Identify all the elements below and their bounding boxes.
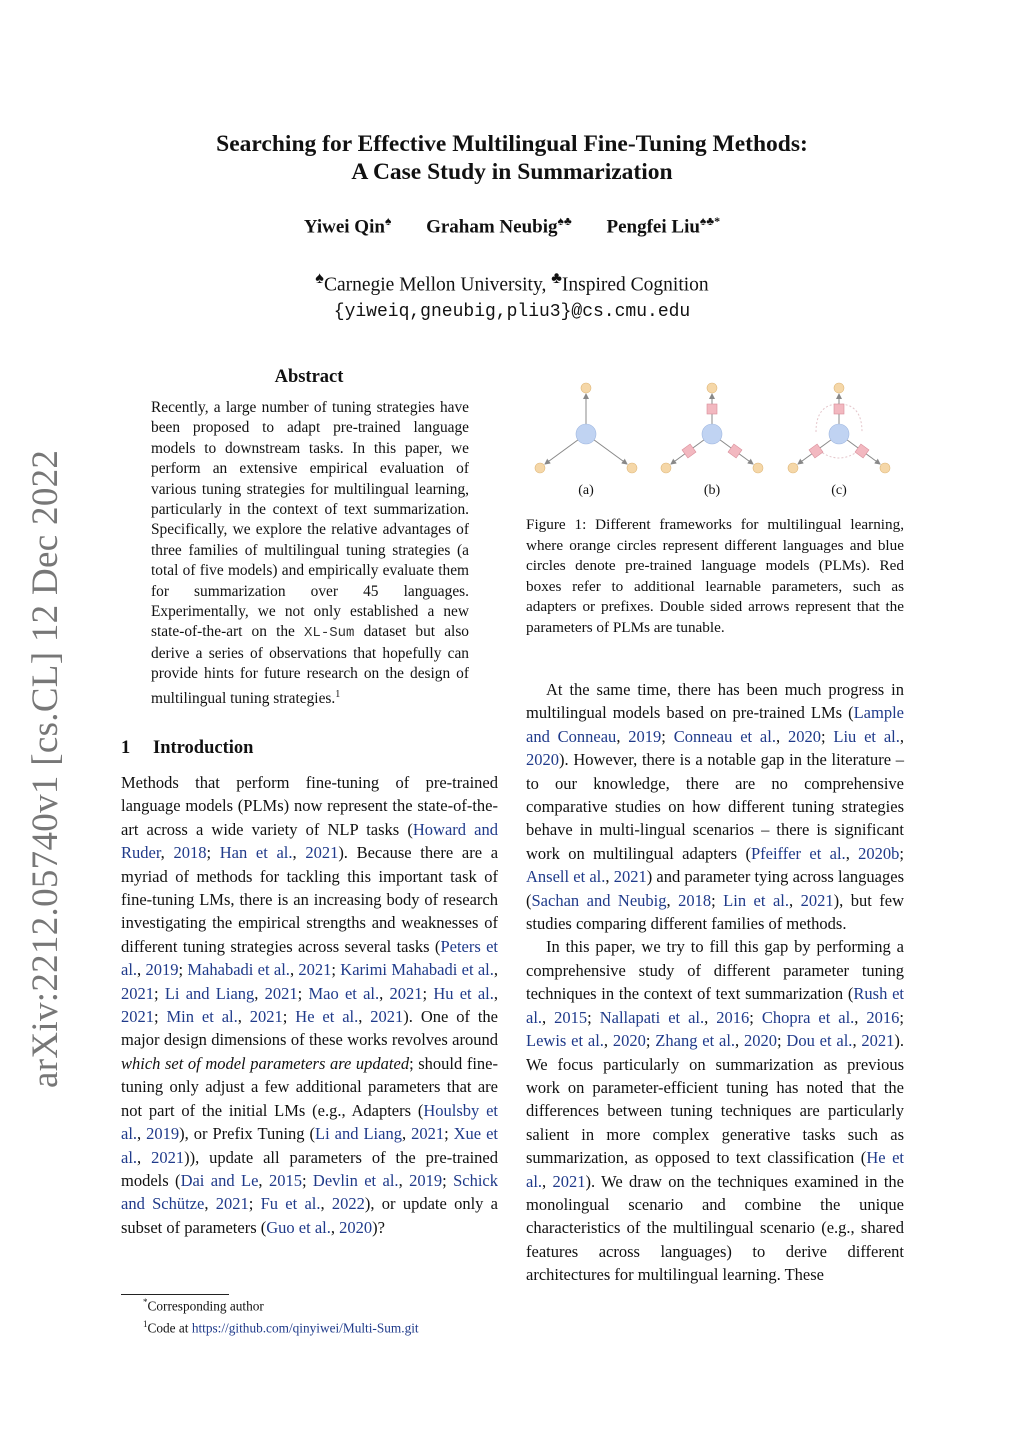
citation-link[interactable]: 2019 xyxy=(628,726,662,746)
language-node xyxy=(880,463,890,473)
citation-link[interactable]: Hu et al. xyxy=(433,983,494,1003)
citation-link[interactable]: 2020 xyxy=(612,1031,646,1051)
abstract-text-part2: dataset but also derive a series of observations that hopefully can provide hints for future research on the design of multilingual tuning strategies. xyxy=(151,623,470,707)
intro-left-column xyxy=(121,771,498,1239)
citation-link[interactable]: He et al. xyxy=(526,1148,905,1191)
citation-link[interactable]: 2021 xyxy=(151,1147,185,1167)
author-3 xyxy=(607,214,721,238)
email-line: {yiweiq,gneubig,pliu3}@cs.cmu.edu xyxy=(333,301,691,322)
citation-link[interactable]: Min et al. xyxy=(166,1007,238,1027)
citation-link[interactable]: 2015 xyxy=(268,1170,302,1190)
citation-link[interactable]: 2018 xyxy=(678,890,712,910)
citation-link[interactable]: Conneau et al. xyxy=(673,726,776,746)
title-line-2: A Case Study in Summarization xyxy=(351,159,673,185)
citation-link[interactable]: Houlsby et al. xyxy=(121,1100,498,1144)
citation-link[interactable]: Liu et al. xyxy=(833,726,900,746)
citation-link[interactable]: Dou et al. xyxy=(786,1031,853,1051)
param-box xyxy=(834,404,844,414)
param-box xyxy=(682,444,696,458)
citation-link[interactable]: 2019 xyxy=(409,1170,443,1190)
author-marks: ♠♣* xyxy=(699,214,721,228)
citation-link[interactable]: 2021 xyxy=(861,1031,895,1051)
citation-link[interactable]: 2018 xyxy=(173,843,207,863)
emphasis: which set of model parameters are updated xyxy=(121,1053,410,1073)
intro-right-column xyxy=(526,678,904,1287)
citation-link[interactable]: Li and Liang xyxy=(164,983,255,1003)
sublabel-b: (b) xyxy=(703,483,721,498)
institution-inspired: Inspired Cognition xyxy=(561,274,709,296)
institution-line xyxy=(120,265,904,299)
citation-link[interactable]: 2016 xyxy=(716,1007,750,1027)
section-number: 1 xyxy=(121,738,131,758)
citation-link[interactable]: Karimi Mahabadi et al. xyxy=(340,960,494,980)
spade-mark: ♠ xyxy=(315,269,324,287)
figure-caption: Figure 1: Different frameworks for multilingual learning, where orange circles represent different languages and blue circles denote pre-trained language models (PLMs). Red boxes refer to additional learnable parameters, such as adapters or prefixes. Double sided arrows represent that the parameters of PLMs are tunable. xyxy=(526,516,904,636)
citation-link[interactable]: 2021 xyxy=(264,983,298,1003)
citation-link[interactable]: 2021 xyxy=(370,1007,404,1027)
plm-node xyxy=(576,424,596,444)
citation-link[interactable]: Fu et al. xyxy=(260,1194,321,1214)
diagram-a xyxy=(535,383,637,498)
language-node xyxy=(581,383,591,393)
footnote-mark: * xyxy=(143,1297,148,1307)
citation-link[interactable]: Ansell et al. xyxy=(526,867,606,887)
citation-link[interactable]: He et al. xyxy=(295,1007,359,1027)
citation-link[interactable]: Devlin et al. xyxy=(312,1170,399,1190)
section-heading xyxy=(121,738,253,759)
author-2 xyxy=(426,214,572,238)
plm-node xyxy=(702,424,722,444)
author-name: Graham Neubig xyxy=(426,216,558,238)
param-box xyxy=(728,444,742,458)
citation-link[interactable]: Howard and Ruder xyxy=(121,819,498,863)
author-marks: ♠ xyxy=(384,214,392,228)
citation-link[interactable]: 2015 xyxy=(554,1007,588,1027)
dataset-name: XL-Sum xyxy=(304,625,355,642)
paper-title xyxy=(120,130,904,186)
intro-paragraph: Methods that perform fine-tuning of pre-trained language models (PLMs) now represent the state-of-the-art across a wide variety of NLP tasks (Howard and Ruder, 2018; Han et al., 2021). Because there are a myriad of methods for tackling this important task of fine-tuning LMs, there is an increasing body of research investigating the empirical strengths and weaknesses of different tuning strategies across several tasks (Peters et al., 2019; Mahabadi et al., 2021; Karimi Mahabadi et al., 2021; Li and Liang, 2021; Mao et al., 2021; Hu et al., 2021; Min et al., 2021; He et al., 2021). One of the major design dimensions of these works revolves around which set of model parameters are updated; should fine-tuning only adjust a few additional parameters that are not part of the initial LMs (e.g., Adapters (Houlsby et al., 2019), or Prefix Tuning (Li and Liang, 2021; Xue et al., 2021)), update all parameters of the pre-trained models (Dai and Le, 2015; Devlin et al., 2019; Schick and Schütze, 2021; Fu et al., 2022), or update only a subset of parameters (Guo et al., 2020)? xyxy=(121,773,499,1237)
citation-link[interactable]: 2016 xyxy=(866,1007,900,1027)
footnote-corresponding xyxy=(121,1293,501,1315)
footnote-code xyxy=(121,1315,501,1337)
param-box xyxy=(855,444,869,458)
title-line-1: Searching for Effective Multilingual Fine-Tuning Methods: xyxy=(216,131,808,157)
author-list xyxy=(120,214,904,238)
language-node xyxy=(788,463,798,473)
citation-link[interactable]: 2022 xyxy=(331,1194,365,1214)
citation-link[interactable]: 2019 xyxy=(146,1124,180,1144)
citation-link[interactable]: Sachan and Neubig xyxy=(531,890,667,910)
citation-link[interactable]: 2020 xyxy=(744,1031,777,1051)
language-node xyxy=(535,463,545,473)
language-node xyxy=(753,463,763,473)
citation-link[interactable]: Lewis et al. xyxy=(526,1031,604,1051)
author-name: Pengfei Liu xyxy=(606,216,700,238)
citation-link[interactable]: 2020 xyxy=(339,1217,373,1237)
citation-link[interactable]: 2020b xyxy=(858,843,900,863)
citation-link[interactable]: 2021 xyxy=(121,983,154,1003)
author-name: Yiwei Qin xyxy=(303,216,385,238)
intro-paragraph: In this paper, we try to fill this gap by performing a comprehensive study of different parameter tuning techniques in the context of text summarization (Rush et al., 2015; Nallapati et al., 2016; Chopra et al., 2016; Lewis et al., 2020; Zhang et al., 2020; Dou et al., 2021). We focus particularly on summarization as previous work on parameter-efficient tuning has noted that the differences between tuning techniques are particularly salient in more complex generative tasks such as summarization, as opposed to text classification (He et al., 2021). We draw on the techniques examined in the monolingual scenario and combine the unique characteristics of the multilingual scenario (e.g., shared features across languages) to derive different architectures for multilingual learning. These xyxy=(526,937,905,1285)
figure-1 xyxy=(526,376,906,501)
citation-link[interactable]: Mao et al. xyxy=(308,983,380,1003)
footnotes xyxy=(121,1293,501,1338)
club-mark: ♣ xyxy=(551,269,562,287)
footnote-text: Corresponding author xyxy=(147,1298,264,1314)
citation-link[interactable]: Xue et al. xyxy=(121,1124,499,1167)
citation-link[interactable]: Mahabadi et al. xyxy=(187,960,290,980)
citation-link[interactable]: 2021 xyxy=(389,983,423,1003)
param-box xyxy=(707,404,717,414)
arxiv-sidebar xyxy=(18,448,74,1088)
citation-link[interactable]: Peters et al. xyxy=(121,936,499,980)
citation-link[interactable]: 2021 xyxy=(215,1194,249,1214)
language-node xyxy=(627,463,637,473)
diagram-b xyxy=(661,383,763,498)
abstract-heading: Abstract xyxy=(274,367,344,387)
citation-link[interactable]: Dai and Le xyxy=(180,1170,259,1190)
section-title: Introduction xyxy=(153,738,254,758)
citation-link[interactable]: Zhang et al. xyxy=(655,1031,736,1051)
plm-node xyxy=(829,424,849,444)
citation-link[interactable]: Nallapati et al. xyxy=(599,1007,705,1027)
abstract-text xyxy=(151,398,469,709)
intro-paragraph: At the same time, there has been much progress in multilingual models based on pre-trained LMs (Lample and Conneau, 2019; Conneau et al., 2020; Liu et al., 2020). However, there is a notable gap in the literature – to our knowledge, there are no comprehensive comparative studies on how different tuning strategies behave in multi-lingual scenarios – there is significant work on multilingual adapters (Pfeiffer et al., 2020b; Ansell et al., 2021) and parameter tying across languages (Sachan and Neubig, 2018; Lin et al., 2021), but few studies comparing different families of methods. xyxy=(526,680,905,934)
language-node xyxy=(661,463,671,473)
sublabel-c: (c) xyxy=(831,483,847,498)
param-box xyxy=(809,444,823,458)
citation-link[interactable]: 2019 xyxy=(145,960,179,980)
affiliations xyxy=(120,265,904,325)
institution-cmu: Carnegie Mellon University, xyxy=(323,274,552,296)
citation-link[interactable]: Lin et al. xyxy=(723,890,789,910)
code-link[interactable]: https://github.com/qinyiwei/Multi-Sum.git xyxy=(191,1320,419,1336)
footnote-ref: 1 xyxy=(335,688,341,700)
language-node xyxy=(707,383,717,393)
citation-link[interactable]: 2020 xyxy=(787,726,821,746)
citation-link[interactable]: 2021 xyxy=(411,1124,445,1144)
citation-link[interactable]: Schick and Schütze xyxy=(121,1170,498,1214)
citation-link[interactable]: Chopra et al. xyxy=(761,1007,855,1027)
citation-link[interactable]: 2021 xyxy=(305,843,339,863)
citation-link[interactable]: 2021 xyxy=(800,890,834,910)
abstract-text-part1: Recently, a large number of tuning strategies have been proposed to adapt pre-trained language models to downstream tasks. In this paper, we perform an extensive empirical evaluation of various tuning strategies for multilingual learning, particularly in the context of text summarization. Specifically, we explore the relative advantages of three families of multilingual tuning strategies (a total of five models) and empirically evaluate them for summarization over 45 languages. Experimentally, we not only established a new state-of-the-art on the xyxy=(151,399,469,641)
citation-link[interactable]: 2021 xyxy=(121,1007,154,1027)
citation-link[interactable]: 2021 xyxy=(552,1171,586,1191)
footnote-mark: 1 xyxy=(143,1319,148,1330)
footnote-text: Code at xyxy=(147,1320,192,1336)
citation-link[interactable]: 2020 xyxy=(526,750,559,770)
citation-link[interactable]: 2021 xyxy=(249,1007,283,1027)
author-1 xyxy=(304,214,391,238)
citation-link[interactable]: Han et al. xyxy=(219,843,293,863)
language-node xyxy=(834,383,844,393)
arxiv-identifier: arXiv:2212.05740v1 [cs.CL] 12 Dec 2022 xyxy=(25,449,66,1088)
citation-link[interactable]: 2021 xyxy=(613,867,647,887)
diagram-c xyxy=(788,383,890,498)
sublabel-a: (a) xyxy=(578,483,594,498)
citation-link[interactable]: Pfeiffer et al. xyxy=(750,843,846,863)
author-marks: ♠♣ xyxy=(557,214,572,228)
shared-link xyxy=(816,448,862,458)
citation-link[interactable]: Guo et al. xyxy=(266,1217,331,1237)
citation-link[interactable]: Lample and Conneau xyxy=(526,703,904,746)
citation-link[interactable]: Li and Liang xyxy=(315,1124,402,1144)
citation-link[interactable]: Rush et al. xyxy=(526,984,904,1027)
citation-link[interactable]: 2021 xyxy=(298,960,332,980)
